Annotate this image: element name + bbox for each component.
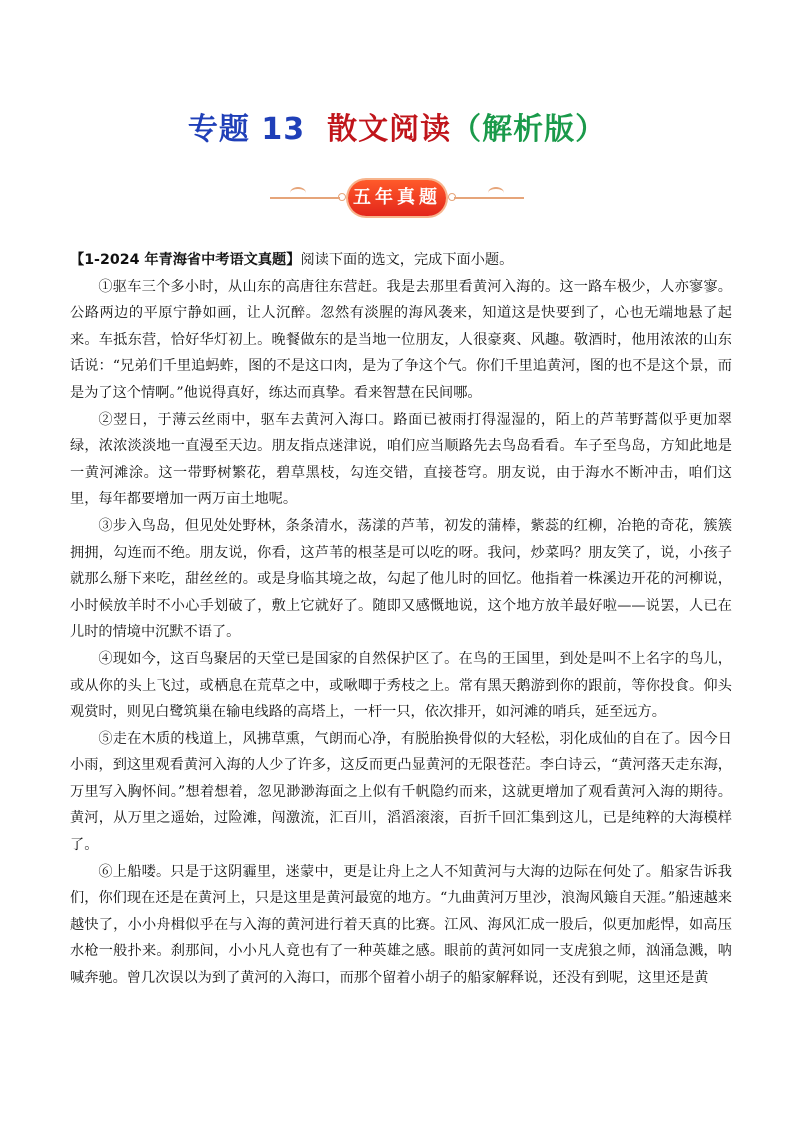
title-topic-number: 专题 13: [187, 112, 306, 147]
banner-left-dot: [338, 193, 346, 201]
question-source: 【1-2024 年青海省中考语文真题】: [70, 252, 301, 268]
title-edition: （解析版）: [451, 112, 607, 147]
banner-left-ornament: [290, 187, 306, 199]
banner-label: 五年真题: [348, 180, 446, 216]
paragraph-6: ⑥上船喽。只是于这阴霾里，迷蒙中，更是让舟上之人不知黄河与大海的边际在何处了。船家告诉我们，你们现在还是在黄河上，只是这里是黄河最宽的地方。“九曲黄河万里沙，浪淘风簸自天涯。”船速越来越快了，小小舟楫似乎在与入海的黄河进行着天真的比赛。江风、海风汇成一股后，似更加彪悍，如高压水枪一般扑来。刹那间，小小凡人竟也有了一种英雄之感。眼前的黄河如同一支虎狼之师，汹涌急溅，呐喊奔驰。曾几次误以为到了黄河的入海口，而那个留着小胡子的船家解释说，还没有到呢，这里还是黄: [70, 863, 732, 987]
paragraph-4: ④现如今，这百鸟聚居的天堂已是国家的自然保护区了。在鸟的王国里，到处是叫不上名字的鸟儿，或从你的头上飞过，或栖息在荒草之中，或啾唧于秀枝之上。常有黑天鹅游到你的跟前，等你投食。仰头观赏时，则见白鹭筑巢在输电线路的高塔上，一杆一只，依次排开，如河滩的哨兵，延至远方。: [70, 650, 732, 721]
paragraph-5: ⑤走在木质的栈道上，风拂草熏，气朗而心净，有脱胎换骨似的大轻松，羽化成仙的自在了。因今日小雨，到这里观看黄河入海的人少了许多，这反而更凸显黄河的无限苍茫。李白诗云，“黄河落天走东海，万里写入胸怀间。”想着想着，忽见渺渺海面之上似有千帆隐约而来，这就更增加了观看黄河入海的期待。黄河，从万里之遥始，过险滩，闯激流，汇百川，滔滔滚滚，百折千回汇集到这儿，已是纯粹的大海模样了。: [70, 730, 732, 854]
article-body: [70, 247, 732, 992]
section-banner: [270, 178, 524, 218]
paragraph-2: ②翌日，于薄云丝雨中，驱车去黄河入海口。路面已被雨打得湿湿的，陌上的芦苇野蒿似乎更加翠绿，浓浓淡淡地一直漫至天边。朋友指点迷津说，咱们应当顺路先去鸟岛看看。车子至鸟岛，方知此地是一黄河滩涂。这一带野树繁花，碧草黑枝，勾连交错，直接苍穹。朋友说，由于海水不断冲击，咱们这里，每年都要增加一两万亩土地呢。: [70, 411, 732, 508]
banner-right-line: [454, 197, 524, 199]
question-header: [70, 247, 732, 274]
page-title: [0, 104, 794, 148]
question-instruction: 阅读下面的选文，完成下面小题。: [300, 252, 514, 268]
title-subject: 散文阅读: [327, 112, 452, 147]
paragraph-1: ①驱车三个多小时，从山东的高唐往东营赶。我是去那里看黄河入海的。这一路车极少，人亦寥寥。公路两边的平原宁静如画，让人沉醉。忽然有淡腥的海风袭来，知道这是快要到了，心也无端地悬了起来。车抵东营，恰好华灯初上。晚餐做东的是当地一位朋友，人很豪爽、风趣。敬酒时，他用浓浓的山东话说：“兄弟们千里追蚂蚱，图的不是这口肉，是为了争这个气。你们千里追黄河，图的也不是这个景，而是为了这个情啊。”他说得真好，练达而真挚。看来智慧在民间哪。: [70, 278, 732, 401]
paragraph-3: ③步入鸟岛，但见处处野林，条条清水，荡漾的芦苇，初发的蒲棒，紫蕊的红柳，冶艳的奇花，簇簇拥拥，勾连而不绝。朋友说，你看，这芦苇的根茎是可以吃的呀。我问，炒菜吗？朋友笑了，说，小孩子就那么掰下来吃，甜丝丝的。或是身临其境之故，勾起了他儿时的回忆。他指着一株溪边开花的河柳说，小时候放羊时不小心手划破了，敷上它就好了。随即又感慨地说，这个地方放羊最好啦——说罢，人已在儿时的情境中沉默不语了。: [70, 517, 732, 641]
